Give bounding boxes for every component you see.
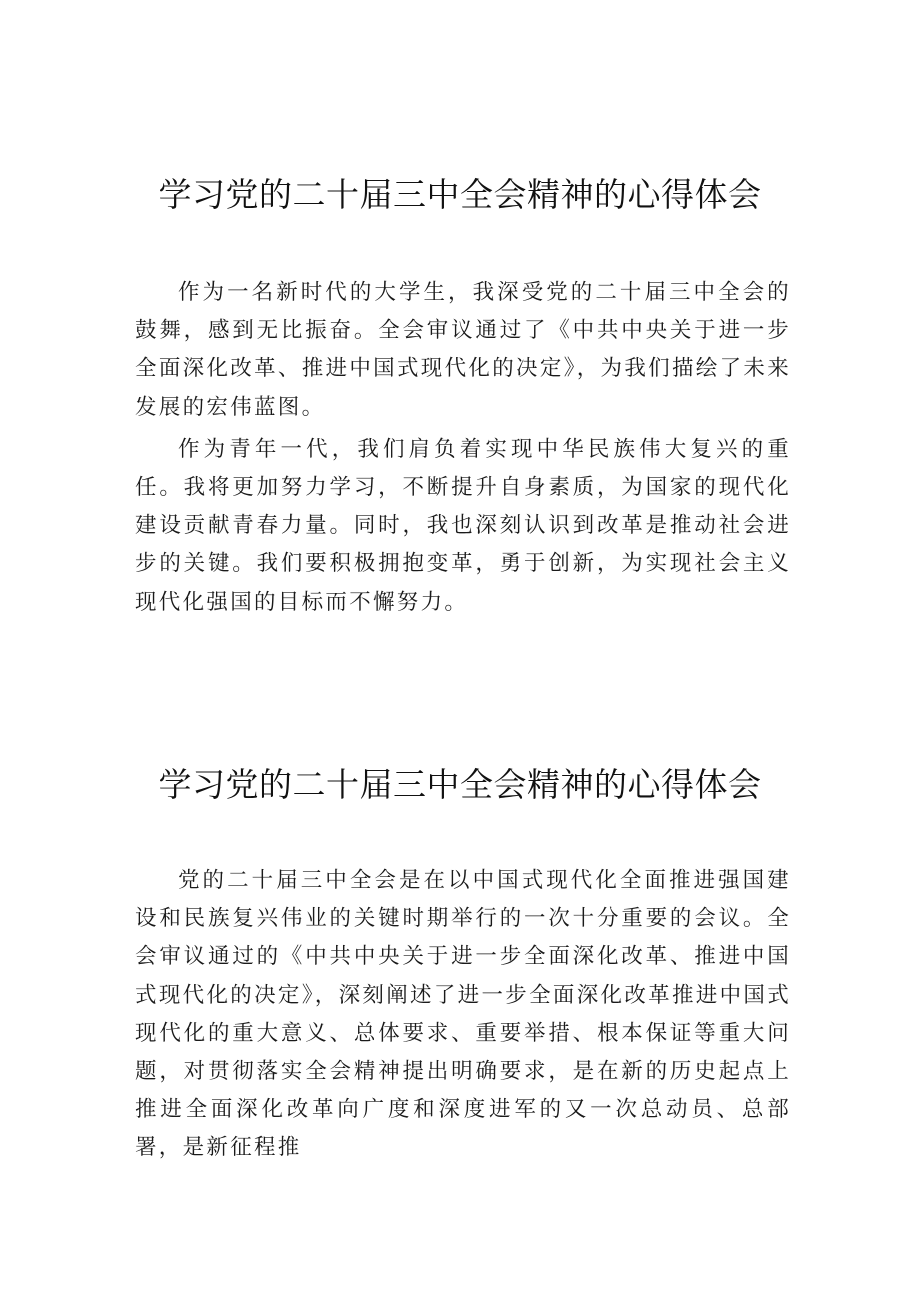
section-title: 学习党的二十届三中全会精神的心得体会 bbox=[158, 175, 762, 214]
paragraph: 党的二十届三中全会是在以中国式现代化全面推进强国建设和民族复兴伟业的关键时期举行的一次十分重要的会议。全会审议通过的《中共中央关于进一步全面深化改革、推进中国式现代化的决定》，深刻阐述了进一步全面深化改革推进中国式现代化的重大意义、总体要求、重要举措、根本保证等重大问题，对贯彻落实全会精神提出明确要求，是在新的历史起点上推进全面深化改革向广度和深度进军的又一次总动员、总部署，是新征程推 bbox=[135, 868, 791, 1161]
section-body bbox=[135, 274, 791, 622]
section-body bbox=[135, 862, 791, 1168]
essay-section-2 bbox=[0, 760, 920, 1168]
paragraph: 作为一名新时代的大学生，我深受党的二十届三中全会的鼓舞，感到无比振奋。全会审议通过了《中共中央关于进一步全面深化改革、推进中国式现代化的决定》，为我们描绘了未来发展的宏伟蓝图。 bbox=[135, 280, 791, 420]
section-title: 学习党的二十届三中全会精神的心得体会 bbox=[158, 765, 762, 804]
paragraph: 作为青年一代，我们肩负着实现中华民族伟大复兴的重任。我将更加努力学习，不断提升自身素质，为国家的现代化建设贡献青春力量。同时，我也深刻认识到改革是推动社会进步的关键。我们要积极拥抱变革，勇于创新，为实现社会主义现代化强国的目标而不懈努力。 bbox=[135, 436, 791, 615]
essay-section-1 bbox=[0, 170, 920, 622]
